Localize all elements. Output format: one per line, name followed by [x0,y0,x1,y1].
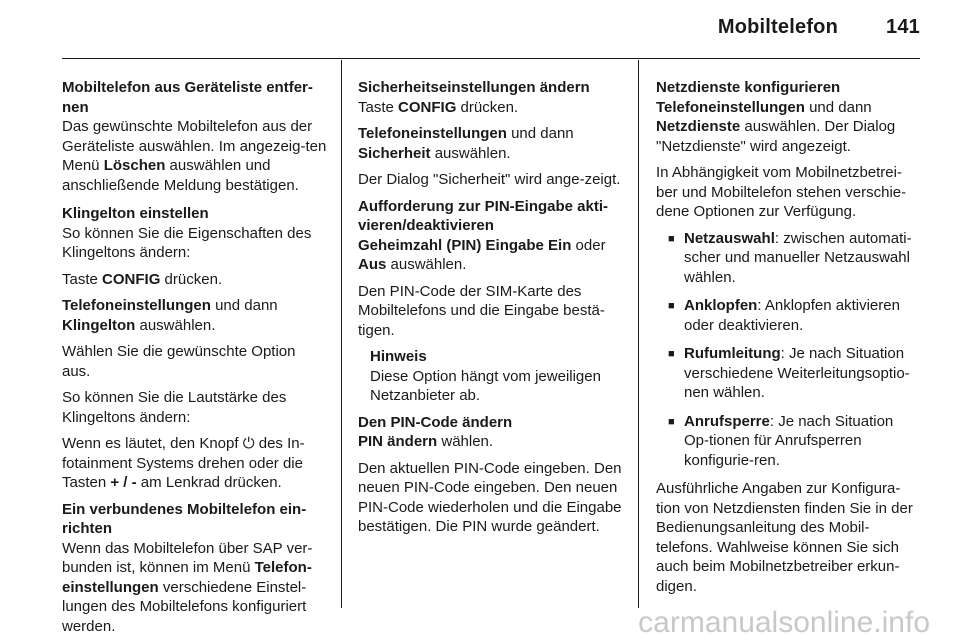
section-heading-ringtone: Klingelton einstellen [62,205,209,222]
change-pin-text: Den aktuellen PIN-Code eingeben. Den neuen PIN-Code eingeben. Den neuen PIN-Code wiederholen und die Eingabe bestätigen. Die PIN wurde geändert. [358,459,622,535]
square-bullet-icon: ■ [668,232,675,245]
volume-intro: So können Sie die Lautstärke des Klingeltons ändern: [62,389,287,426]
column-divider-1 [341,60,342,608]
option-pin-ein: Geheimzahl (PIN) Eingabe Ein [358,236,572,254]
section-heading-network: Netzdienste konfigurieren [656,79,841,96]
square-bullet-icon: ■ [668,348,675,360]
section-heading-pin-request: Aufforderung zur PIN-Eingabe akti-vieren/deaktivieren [358,197,609,234]
menu-klingelton: Klingelton [62,316,136,334]
square-bullet-icon: ■ [668,300,675,312]
section-heading-delete: Mobiltelefon aus Geräteliste entfer-nen [62,79,313,116]
list-item: ■ Netzauswahl: zwischen automati-scher und manueller Netzauswahl wählen. [668,229,912,286]
menu-netzdienste: Netzdienste [656,118,741,135]
list-item: ■ Rufumleitung: Je nach Situation verschiedene Weiterleitungsoptio-nen wählen. [668,345,910,401]
option-aus: Aus [358,256,387,273]
watermark: carmanualsonline.info [638,606,930,639]
note-title: Hinweis [370,348,427,365]
column-1: Mobiltelefon aus Geräteliste entfer-nen Das gewünschte Mobiltelefon aus der Geräteliste auswählen. Im angezeig-ten Menü Löschen auswählen und anschließende Meldung bestätigen. Klingelton einstellen So können Sie die Eigenschaften des Klingeltons ändern: Taste CONFIG drücken. Telefoneinstellungen und dann Klingelton auswählen. Wählen Sie die gewünschte Option aus. So können Sie die Lautstärke des Klingeltons ändern: Wenn es läutet, den Knopf ⏻ des In-fotainment Systems drehen oder die Tasten + / - am Lenkrad drücken. Ein verbundenes Mobiltelefon ein-richten Wenn das Mobiltelefon über SAP ver-bunden ist, können im Menü Telefon-einstellungen verschiedene Einstel-lungen des Mobiltelefons konfiguriert werden. [62,79,327,635]
security-dialog-text: Der Dialog "Sicherheit" wird ange-zeigt. [358,171,621,188]
section-heading-security: Sicherheitseinstellungen ändern [358,79,590,96]
key-config: CONFIG [102,270,161,288]
column-divider-2 [638,60,639,608]
menu-telefoneinstellungen: Telefoneinstellungen [62,297,211,314]
list-item: ■ Anrufsperre: Je nach Situation Op-tionen für Anrufsperren konfigurie-ren. [668,412,894,469]
square-bullet-icon: ■ [668,415,675,428]
list-item: ■ Anklopfen: Anklopfen aktivieren oder deaktivieren. [668,297,900,334]
column-3: Netzdienste konfigurieren Telefoneinstellungen und dann Netzdienste auswählen. Der Dialog "Netzdienste" wird angezeigt. In Abhängigkeit vom Mobilnetzbetrei-ber und Mobiltelefon stehen verschie-dene Optionen zur Verfügung. ■ Netzauswahl: zwischen automati-scher und manueller Netzauswahl wählen. ■ Anklopfen: Anklopfen aktivieren oder deaktivieren. ■ Rufumleitung: Je nach Situation verschiedene Weiterleitungsoptio-nen wählen. ■ Anrufsperre: Je nach Situation Op-tionen für Anrufsperren konfigurie-ren. Ausführliche Angaben zur Konfigura-tion von Netzdiensten finden Sie in der Bedienungsanleitung des Mobil-telefons. Wahlweise können Sie sich auch beim Mobilnetzbetreiber erkun-digen. [656,78,922,603]
section-heading-connected: Ein verbundenes Mobiltelefon ein-richten [62,500,307,537]
ringtone-option-text: Wählen Sie die gewünschte Option aus. [62,343,296,380]
note-text: Diese Option hängt vom jeweiligen Netzanbieter ab. [370,367,601,404]
pin-confirm-text: Den PIN-Code der SIM-Karte des Mobiltelefons und die Eingabe bestä-tigen. [358,282,605,339]
note-box [358,347,626,406]
menu-telefoneinstellungen-2: Telefon-einstellungen [62,559,312,596]
network-options-list [656,229,922,471]
option-pin-aendern: PIN ändern [358,433,438,450]
menu-loeschen: Löschen [103,157,166,174]
menu-sicherheit: Sicherheit [358,144,431,162]
keys-plus-minus: + / - [110,474,137,491]
power-knob-icon: ⏻ [242,435,255,452]
page-number: 141 [886,16,920,38]
page-title: Mobiltelefon [717,16,839,38]
section-heading-change-pin: Den PIN-Code ändern [358,413,513,431]
network-options-intro: In Abhängigkeit vom Mobilnetzbetrei-ber und Mobiltelefon stehen verschie-dene Optionen zur Verfügung. [656,164,907,220]
closing-text: Ausführliche Angaben zur Konfigura-tion von Netzdiensten finden Sie in der Bedienungsanleitung des Mobil-telefons. Wahlweise können Sie sich auch beim Mobilnetzbetreiber erkun-digen. [656,480,913,595]
header-rule [62,58,920,59]
page-header [718,16,920,39]
column-2: Sicherheitseinstellungen ändern Taste CONFIG drücken. Telefoneinstellungen und dann Sicherheit auswählen. Der Dialog "Sicherheit" wird ange-zeigt. Aufforderung zur PIN-Eingabe akti-vieren/deaktivieren Geheimzahl (PIN) Eingabe Ein oder Aus auswählen. Den PIN-Code der SIM-Karte des Mobiltelefons und die Eingabe bestä-tigen. Hinweis Diese Option hängt vom jeweiligen Netzanbieter ab. Den PIN-Code ändern PIN ändern wählen. Den aktuellen PIN-Code eingeben. Den neuen PIN-Code eingeben. Den neuen PIN-Code wiederholen und die Eingabe bestätigen. Die PIN wurde geändert. [358,78,626,544]
